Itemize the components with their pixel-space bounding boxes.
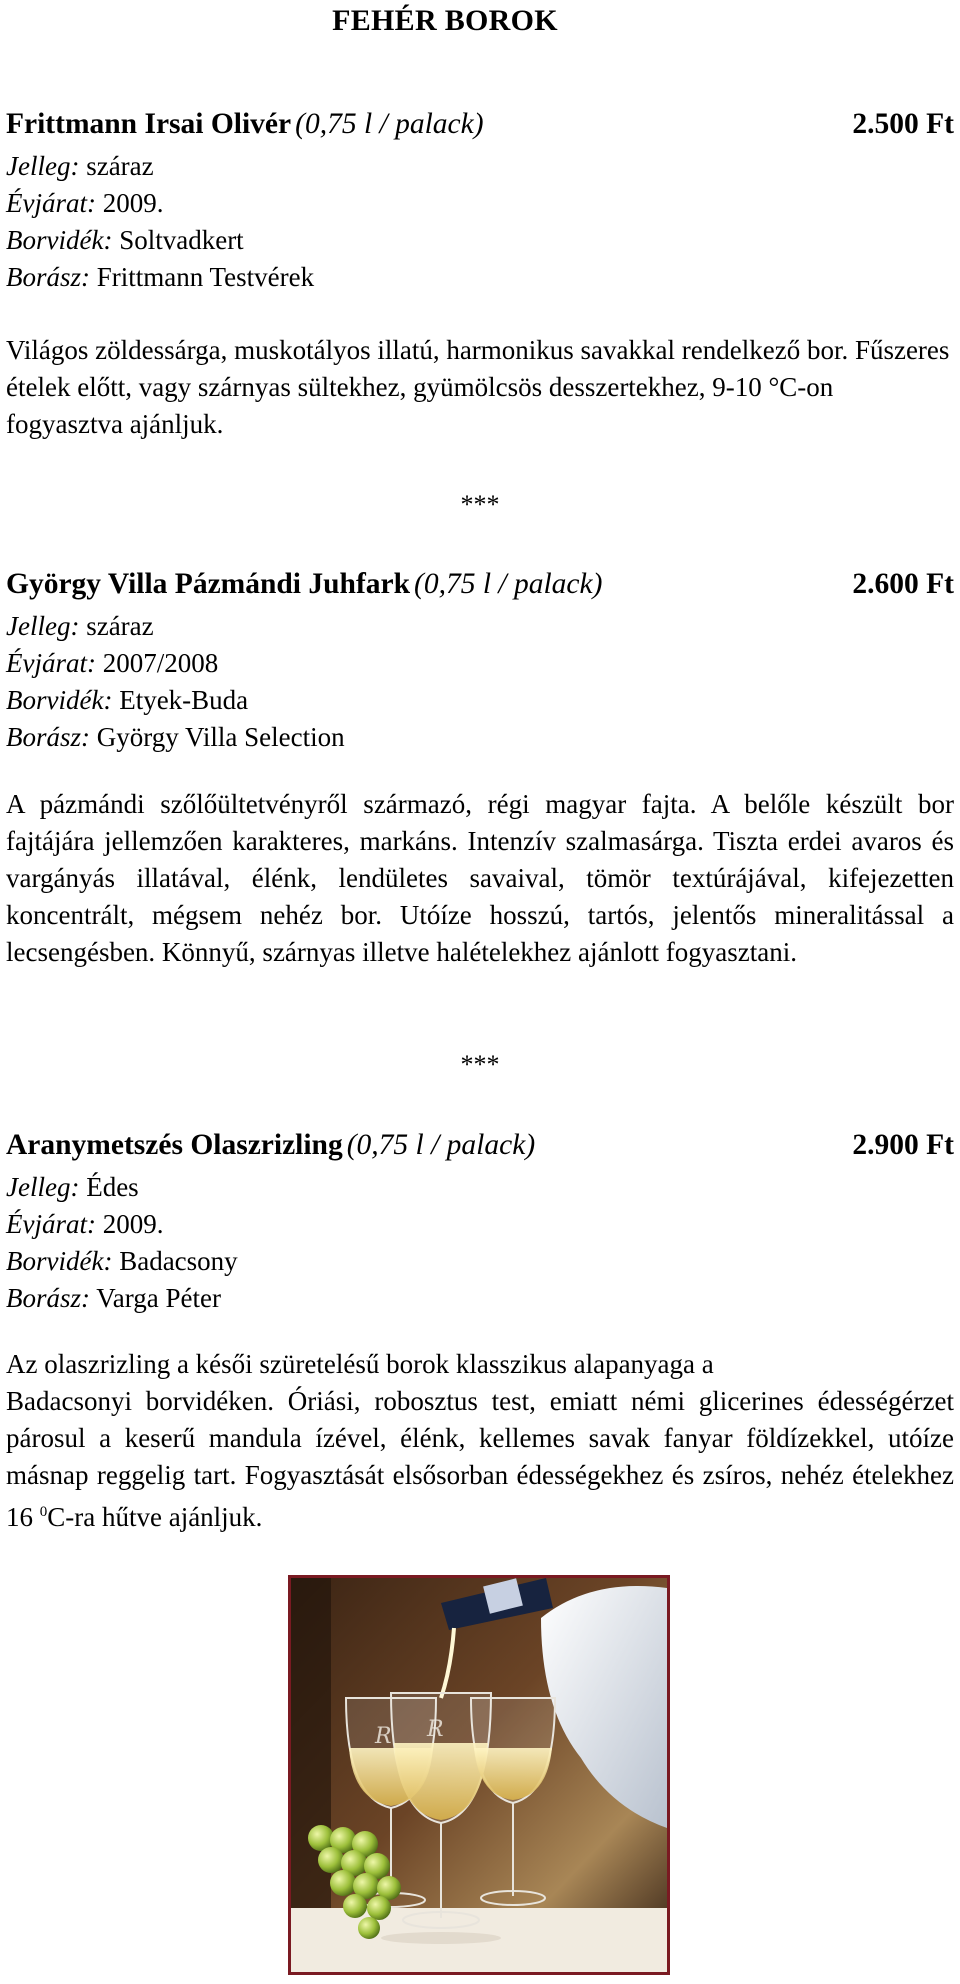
wine-volume: (0,75 l / palack) (295, 108, 484, 140)
svg-text:R: R (427, 1717, 444, 1742)
svg-text:R: R (375, 1724, 392, 1749)
attr-winemaker: Borász: Varga Péter (6, 1283, 221, 1313)
wine-glasses-illustration (291, 1578, 667, 1972)
temperature-superscript: 0 (39, 1504, 48, 1520)
attr-type: Jelleg: Édes (6, 1172, 139, 1202)
wine-name: Aranymetszés Olaszrizling (6, 1129, 343, 1161)
wine-name: Frittmann Irsai Olivér (6, 108, 292, 140)
wine-description: A pázmándi szőlőültetvényről származó, régi magyar fajta. A belőle készült bor fajtájára jellemzően karakteres, markáns. Intenzív szalmasárga. Tiszta erdei avaros és vargányás illatával, élénk, lendületes savaival, tömör textúrájával, kifejezetten koncentrált, mégsem nehéz bor. Utóíze hosszú, tartós, jelentős mineralitással a lecsengésben. Könnyű, szárnyas illetve halételekhez ajánlott fogyasztani. (6, 789, 954, 967)
wine-volume: (0,75 l / palack) (346, 1129, 536, 1161)
wine-entry (6, 1129, 954, 1317)
description-first-line: Az olaszrizling a késői szüretelésű borok klasszikus alapanyaga a (6, 1349, 714, 1379)
wine-price: 2.600 Ft (852, 568, 954, 600)
separator: *** (460, 1050, 500, 1079)
attr-vintage: Évjárat: 2007/2008 (6, 648, 219, 678)
description-body: Badacsonyi borvidéken. Óriási, robosztus test, emiatt némi glicerines édességérzet párosul a keserű mandula ízével, élénk, kellemes savak fanyar földízekkel, utóíze másnap reggelig tart. Fogyasztását elsősorban édességekhez és zsíros, nehéz ételekhez 16 $^0$C-ra hűtve ajánljuk. (6, 1386, 954, 1532)
wine-attributes (6, 148, 954, 296)
attr-type: Jelleg: száraz (6, 151, 154, 181)
wine-header (6, 108, 954, 148)
attr-region: Borvidék: Etyek-Buda (6, 685, 249, 715)
wine-attributes (6, 608, 954, 756)
wine-description: Világos zöldessárga, muskotályos illatú, harmonikus savakkal rendelkező bor. Fűszeres ételek előtt, vagy szárnyas sültekhez, gyümölcsös desszertekhez, 9-10 °C-on fogyasztva ajánljuk. (6, 335, 950, 439)
wine-price: 2.900 Ft (852, 1129, 954, 1161)
attr-winemaker: Borász: György Villa Selection (6, 722, 345, 752)
wine-photo (288, 1575, 670, 1975)
wine-name: György Villa Pázmándi Juhfark (6, 568, 411, 600)
wine-entry (6, 108, 954, 296)
wine-description (6, 1346, 954, 1536)
wine-header (6, 1129, 954, 1169)
attr-type: Jelleg: száraz (6, 611, 154, 641)
attr-vintage: Évjárat: 2009. (6, 1209, 164, 1239)
wine-volume: (0,75 l / palack) (414, 568, 603, 600)
attr-region: Borvidék: Badacsony (6, 1246, 238, 1276)
wine-price: 2.500 Ft (852, 108, 954, 140)
page-title: FEHÉR BOROK (332, 4, 558, 37)
wine-entry (6, 568, 954, 756)
attr-vintage: Évjárat: 2009. (6, 188, 164, 218)
attr-winemaker: Borász: Frittmann Testvérek (6, 262, 315, 292)
wine-header (6, 568, 954, 608)
wine-attributes (6, 1169, 954, 1317)
attr-region: Borvidék: Soltvadkert (6, 225, 244, 255)
separator: *** (460, 490, 500, 519)
